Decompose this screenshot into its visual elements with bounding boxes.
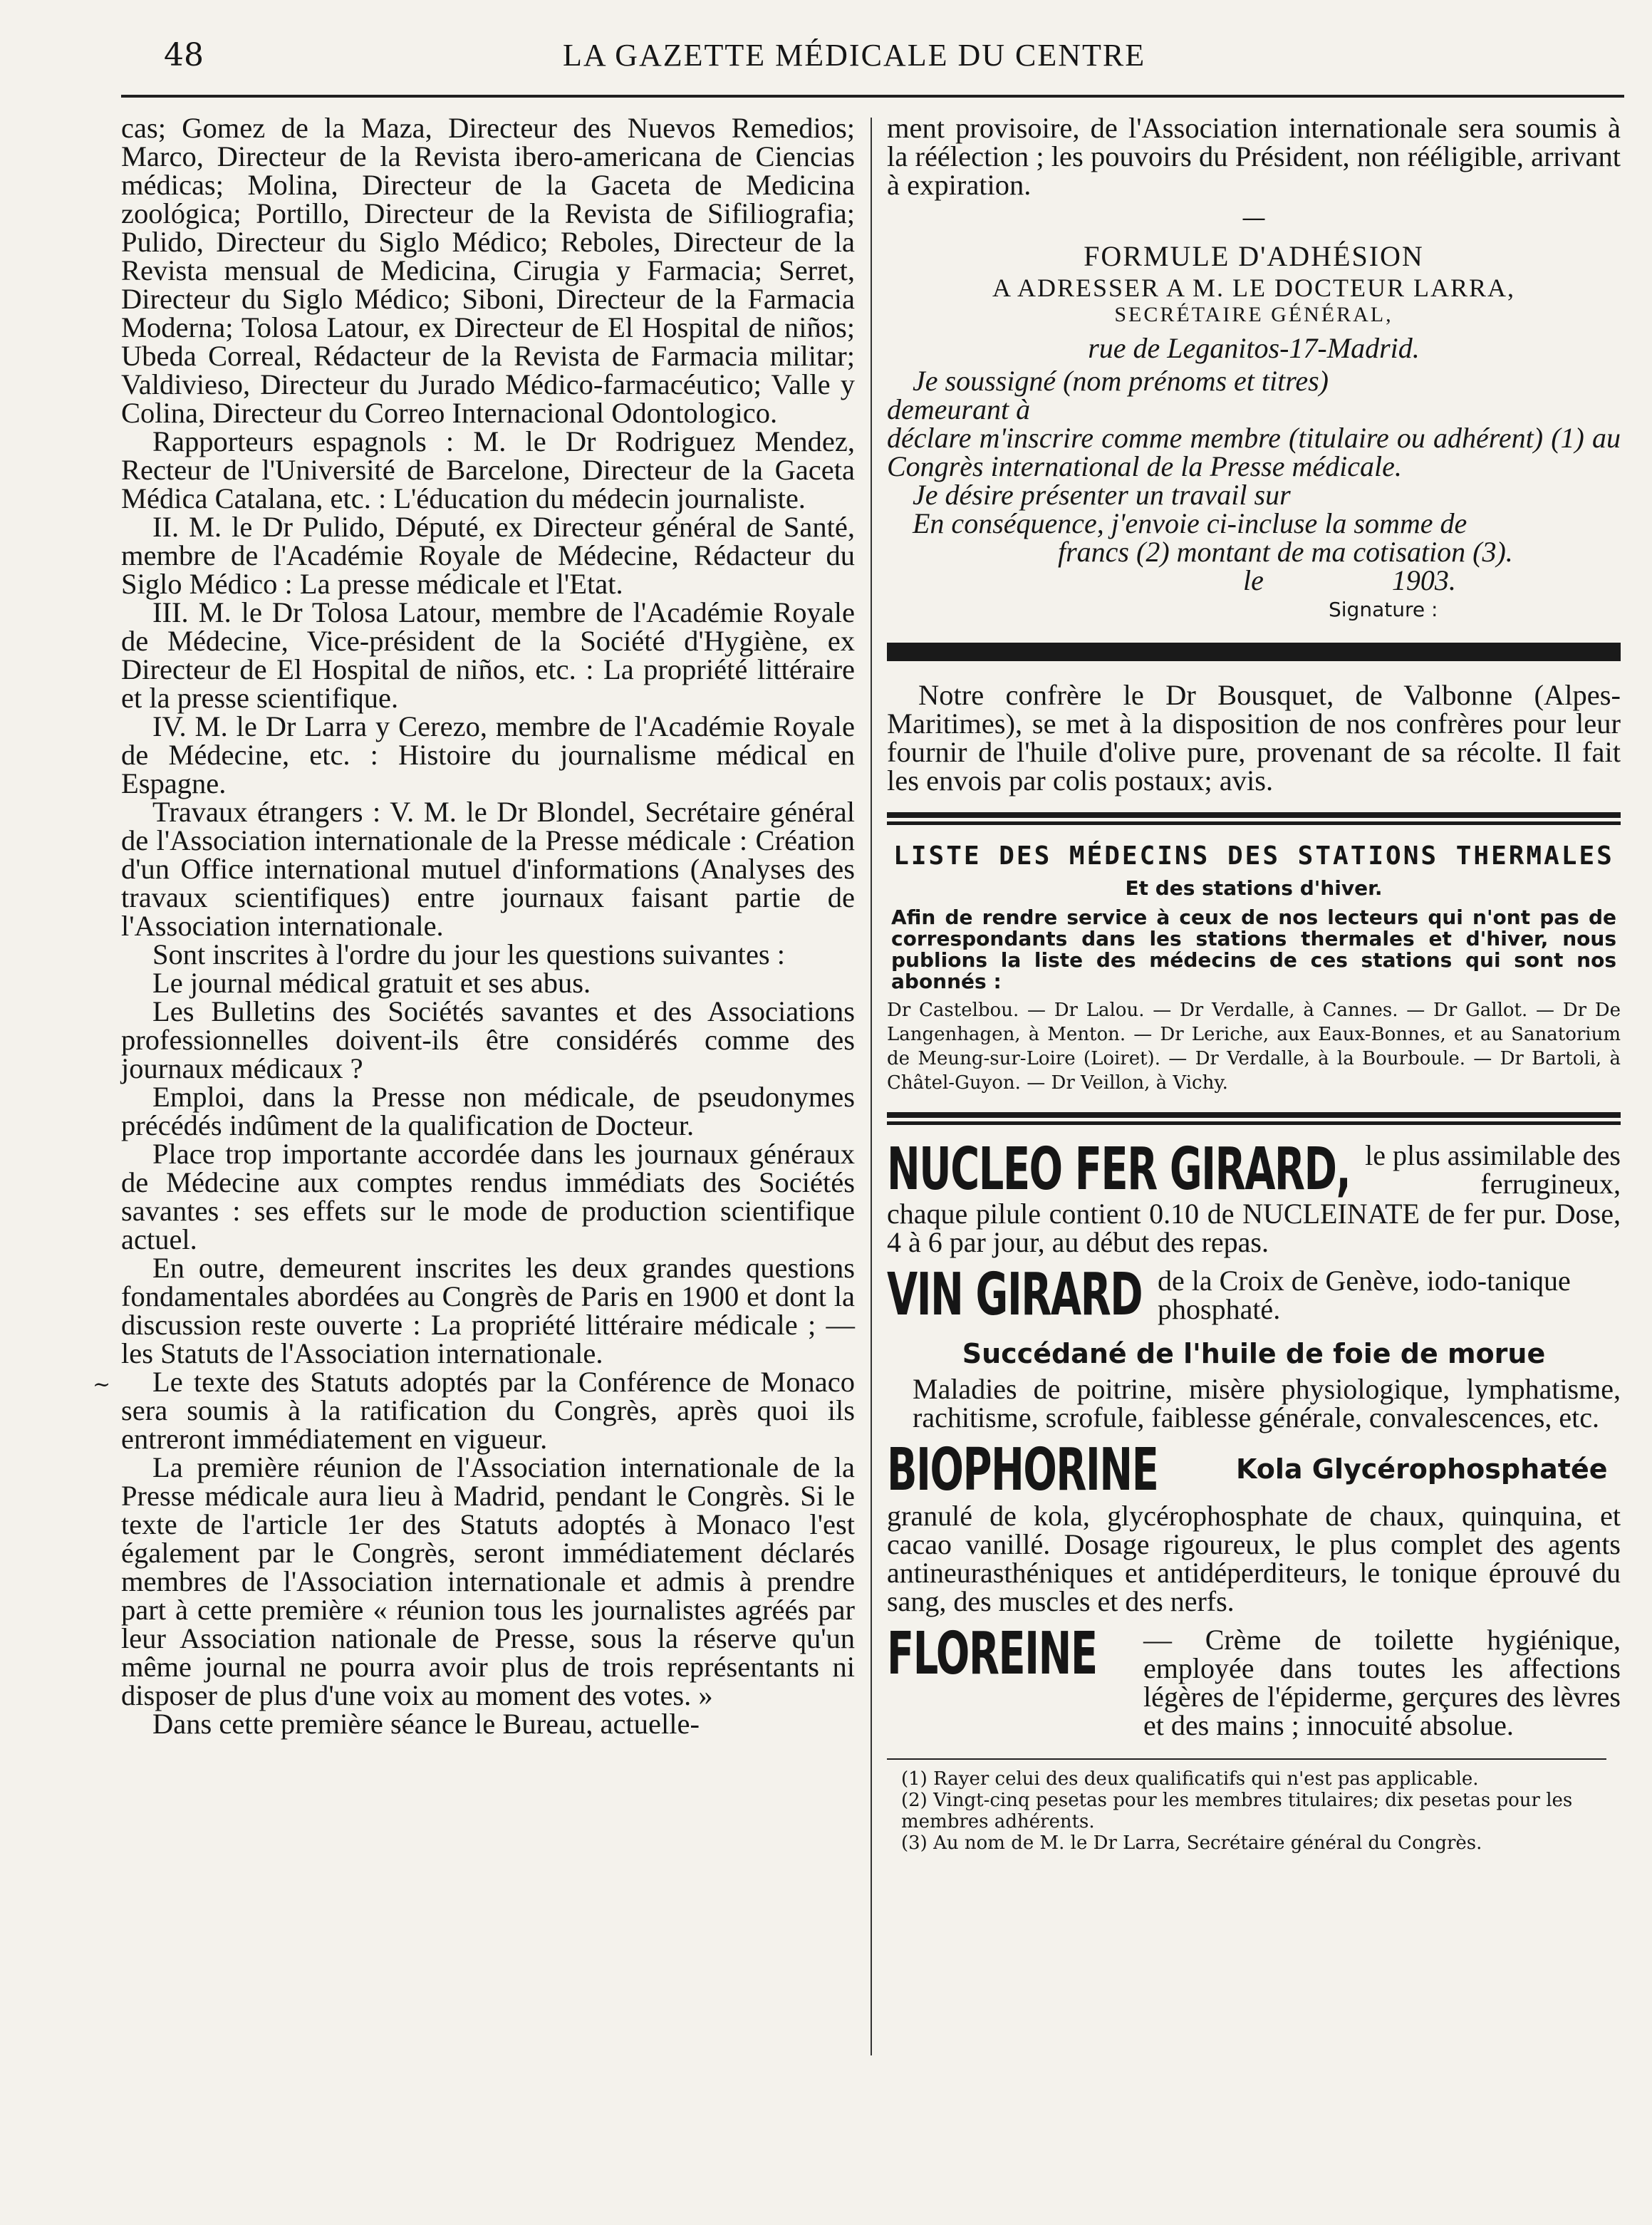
form-title: FORMULE D'ADHÉSION bbox=[1084, 240, 1424, 272]
paragraph: En outre, demeurent inscrites les deux grandes questions fondamentales abordées au Congrès de Paris en 1900 et dont la discussion reste ouverte : La propriété littéraire médicale ; — les Statuts de l'Association internationale. bbox=[121, 1252, 855, 1369]
paragraph: cas; Gomez de la Maza, Directeur des Nuevos Remedios; Marco, Directeur de la Revista ibero-americana de Ciencias médicas; Molina, Directeur de la Gaceta de Medicina zoológica; Portillo, Directeur de la Revista de Sifiliografia; Pulido, Directeur du Siglo Médico; Reboles, Directeur de la Revista mensual de Medicina, Cirugia y Farmacia; Serret, Directeur du Siglo Médico; Siboni, Directeur de la Farmacia Moderna; Tolosa Latour, ex Directeur de El Hospital de niños; Ubeda Correal, Rédacteur de la Revista de Farmacia militar; Valdivieso, Directeur du Jurado Médico-farmacéutico; Valle y Colina, Directeur du Correo Internacional Odontologico. bbox=[121, 112, 855, 429]
ad-nucleo-header bbox=[887, 1136, 1621, 1203]
paragraph: II. M. le Dr Pulido, Député, ex Directeur général de Santé, membre de l'Académie Royale de Médecine, Rédacteur du Siglo Médico : La presse médicale et l'Etat. bbox=[121, 511, 855, 600]
form-address: A ADRESSER A M. LE DOCTEUR LARRA, bbox=[992, 274, 1516, 302]
form-line: francs (2) montant de ma cotisation (3). bbox=[1058, 536, 1513, 568]
paragraph: III. M. le Dr Tolosa Latour, membre de l'Académie Royale de Médecine, Vice-président de la Société d'Hygiène, ex Directeur de El Hospital de niños, etc. : La propriété littéraire et la presse scientifique. bbox=[121, 596, 855, 714]
ad-nucleo-tagline: le plus assimilable des ferrugineux, bbox=[1365, 1139, 1621, 1200]
membership-form bbox=[887, 239, 1621, 621]
paragraph: Le journal médical gratuit et ses abus. bbox=[152, 967, 591, 999]
page-number: 48 bbox=[164, 37, 204, 73]
ad-bio-header bbox=[887, 1436, 1621, 1504]
form-address-title: SECRÉTAIRE GÉNÉRAL, bbox=[1114, 303, 1393, 326]
left-column bbox=[121, 114, 855, 1738]
section-double-rule bbox=[887, 1112, 1621, 1121]
footnote: (3) Au nom de M. le Dr Larra, Secrétaire général du Congrès. bbox=[901, 1832, 1482, 1854]
ad-nucleo-name: NUCLEO FER GIRARD, bbox=[887, 1136, 1351, 1203]
form-line: Je soussigné (nom prénoms et titres) bbox=[913, 365, 1329, 397]
ad-vin-text: Maladies de poitrine, misère physiologique, lymphatisme, rachitisme, scrofule, faiblesse générale, convalescences, etc. bbox=[913, 1373, 1621, 1433]
footnote: (1) Rayer celui des deux qualificatifs qui n'est pas applicable. bbox=[901, 1768, 1479, 1790]
ad-vin-subtitle: Succédané de l'huile de foie de morue bbox=[962, 1338, 1546, 1369]
form-line: En conséquence, j'envoie ci-incluse la somme de bbox=[913, 507, 1467, 539]
header-rule bbox=[121, 95, 1624, 98]
ad-nucleo-text: chaque pilule contient 0.10 de NUCLEINATE de fer pur. Dose, 4 à 6 par jour, au début des repas. bbox=[887, 1198, 1621, 1258]
form-street: rue de Leganitos-17-Madrid. bbox=[1088, 332, 1420, 364]
paragraph: Sont inscrites à l'ordre du jour les questions suivantes : bbox=[152, 938, 786, 970]
paragraph: Place trop importante accordée dans les journaux généraux de Médecine aux comptes rendus immédiats des Sociétés savantes : ses effets sur le mode de production scientifique actuel. bbox=[121, 1138, 855, 1255]
ad-vin-name: VIN GIRARD bbox=[887, 1261, 1143, 1329]
form-line: Je désire présenter un travail sur bbox=[913, 479, 1291, 511]
footnotes bbox=[887, 1768, 1621, 1854]
advertisements bbox=[887, 1136, 1621, 1741]
separator-dash: — bbox=[1242, 204, 1266, 232]
form-line: déclare m'inscrire comme membre (titulaire ou adhérent) (1) au Congrès international de la Presse médicale. bbox=[887, 422, 1621, 482]
paragraph: Rapporteurs espagnols : M. le Dr Rodriguez Mendez, Recteur de l'Université de Barcelone, Directeur de la Gaceta Médica Catalana, etc. : L'éducation du médecin journaliste. bbox=[121, 425, 855, 514]
paragraph: Dans cette première séance le Bureau, actuelle- bbox=[152, 1708, 700, 1740]
form-date-line bbox=[887, 566, 1621, 595]
list-title: LISTE DES MÉDECINS DES STATIONS THERMALES bbox=[893, 841, 1614, 871]
ad-bio-tagline: Kola Glycérophosphatée bbox=[1236, 1453, 1608, 1485]
form-date-year: 1903. bbox=[1391, 564, 1456, 596]
ad-vin-tagline: de la Croix de Genève, iodo-tanique phosphaté. bbox=[1158, 1265, 1571, 1325]
ad-flo-text: — Crème de toilette hygiénique, employée dans toutes les affections légères de l'épiderme, gerçures des lèvres et des mains ; innocuité absolue. bbox=[1143, 1624, 1621, 1741]
continuation-paragraph: ment provisoire, de l'Association internationale sera soumis à la réélection ; les pouvoirs du Président, non rééligible, arrivant à expiration. bbox=[887, 112, 1621, 201]
paragraph: Les Bulletins des Sociétés savantes et des Associations professionnelles doivent-ils être considérés comme des journaux médicaux ? bbox=[121, 995, 855, 1084]
form-signature: Signature : bbox=[1329, 598, 1438, 621]
list-intro: Afin de rendre service à ceux de nos lecteurs qui n'ont pas de correspondants dans les stations thermales et d'hiver, nous publions la liste des médecins de ces stations qui sont nos abonnés : bbox=[891, 906, 1616, 993]
page-header bbox=[121, 28, 1617, 85]
paragraph: Emploi, dans la Presse non médicale, de pseudonymes précédés indûment de la qualification de Docteur. bbox=[121, 1081, 855, 1141]
column-divider bbox=[871, 118, 872, 2055]
section-bar bbox=[887, 643, 1621, 661]
paragraph: IV. M. le Dr Larra y Cerezo, membre de l'Académie Royale de Médecine, etc. : Histoire du journalisme médical en Espagne. bbox=[121, 710, 855, 799]
paragraph: Le texte des Statuts adoptés par la Conférence de Monaco sera soumis à la ratification du Congrès, après quoi ils entreront immédiatement en vigueur. bbox=[121, 1366, 855, 1455]
section-double-rule bbox=[887, 812, 1621, 821]
footnote-rule bbox=[887, 1758, 1606, 1760]
list-subtitle: Et des stations d'hiver. bbox=[1125, 876, 1383, 900]
paragraph: La première réunion de l'Association internationale de la Presse médicale aura lieu à Madrid, pendant le Congrès. Si le texte de l'article 1er des Statuts adoptés à Monaco l'est également par le Congrès, seront immédiatement déclarés membres de l'Association internationale et admis à prendre part à cette première « réunion tous les journalistes agréés par leur Association nationale de Presse, sous la réserve qu'un même journal ne pourra avoir plus de trois représentants ni disposer de plus d'une voix au moment des votes. » bbox=[121, 1451, 855, 1711]
margin-mark: ~ bbox=[93, 1372, 111, 1397]
form-date-le: le bbox=[1243, 564, 1264, 596]
right-column bbox=[887, 114, 1621, 1854]
ad-bio-text: granulé de kola, glycérophosphate de chaux, quinquina, et cacao vanillé. Dosage rigoureux, le plus complet des agents antineurasthéniques et antidéperditeurs, le tonique éprouvé du sang, des muscles et des nerfs. bbox=[887, 1500, 1621, 1617]
ad-vin-header bbox=[887, 1261, 1621, 1331]
thermal-stations-list bbox=[887, 841, 1621, 1095]
ad-bio-name: BIOPHORINE bbox=[887, 1436, 1158, 1504]
notice-paragraph: Notre confrère le Dr Bousquet, de Valbonne (Alpes-Maritimes), se met à la disposition de nos confrères pour leur fournir de l'huile d'olive pure, provenant de sa récolte. Il fait les envois par colis postaux; avis. bbox=[887, 679, 1621, 797]
ad-flo-name: FLOREINE bbox=[887, 1620, 1097, 1688]
paragraph: Travaux étrangers : V. M. le Dr Blondel, Secrétaire général de l'Association internationale de la Presse médicale : Création d'un Office international mutuel d'informations (Analyses des travaux scientifiques) entre journaux faisant partie de l'Association internationale. bbox=[121, 796, 855, 942]
footnote: (2) Vingt-cinq pesetas pour les membres titulaires; dix pesetas pour les membres adhérents. bbox=[901, 1790, 1573, 1832]
form-line: demeurant à bbox=[887, 393, 1031, 425]
running-title: LA GAZETTE MÉDICALE DU CENTRE bbox=[563, 38, 1146, 73]
list-names: Dr Castelbou. — Dr Lalou. — Dr Verdalle, à Cannes. — Dr Gallot. — Dr De Langenhagen, à Menton. — Dr Leriche, aux Eaux-Bonnes, et au Sanatorium de Meung-sur-Loire (Loiret). — Dr Verdalle, à la Bourboule. — Dr Bartoli, à Châtel-Guyon. — Dr Veillon, à Vichy. bbox=[887, 1000, 1621, 1094]
